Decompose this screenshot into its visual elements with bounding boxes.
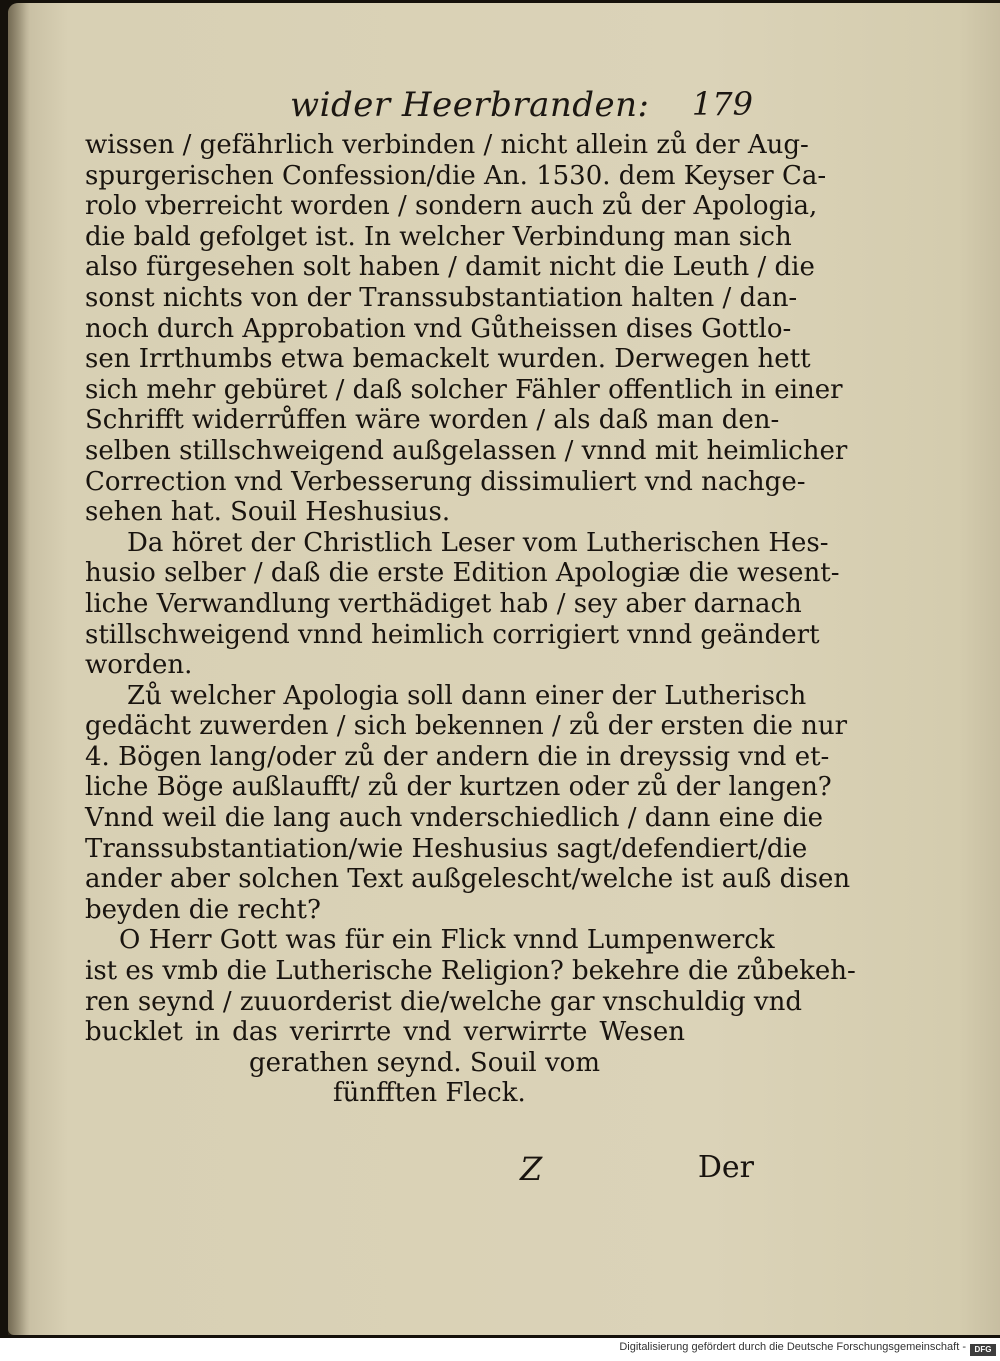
text-line: wissen / gefährlich verbinden / nicht allein zů der Aug- (85, 130, 809, 160)
text-line: gedächt zuwerden / sich bekennen / zů der ersten die nur (85, 711, 848, 742)
digitization-credit (0, 1341, 1000, 1361)
credit-text: Digitalisierung gefördert durch die Deutsche Forschungsgemeinschaft - (619, 1341, 966, 1353)
text-line: gerathen seynd. Souil vom (249, 1047, 600, 1078)
text-line: ander aber solchen Text außgelescht/welche ist auß disen (85, 864, 851, 895)
text-line: die bald gefolget ist. In welcher Verbindung man sich (85, 221, 792, 252)
text-line: sen Irrthumbs etwa bemackelt wurden. Derwegen hett (85, 344, 811, 375)
text-line: sich mehr gebüret / daß solcher Fähler offentlich in einer (85, 374, 843, 405)
text-line: worden. (85, 650, 193, 681)
text-line: fünfften Fleck. (333, 1078, 526, 1109)
text-line: sehen hat. Souil Heshusius. (85, 497, 451, 528)
signature-mark: Z (520, 1150, 543, 1188)
text-line: liche Verwandlung verthädiget hab / sey aber darnach (85, 588, 802, 619)
text-line: sonst nichts von der Transsubstantiation halten / dan- (85, 282, 798, 313)
text-line: ren seynd / zuuorderist die/welche gar vnschuldig vnd (85, 986, 802, 1017)
body-text (85, 130, 856, 1109)
running-title: wider Heerbranden: (290, 85, 650, 125)
text-line: bucklet in das verirrte vnd verwirrte Wesen (85, 1017, 685, 1048)
text-line: noch durch Approbation vnd Gůtheissen dises Gottlo- (85, 313, 792, 344)
paragraph-start-line: O Herr Gott was für ein Flick vnnd Lumpenwerck (119, 925, 775, 956)
text-line: rolo vberreicht worden / sondern auch zů der Apologia, (85, 191, 818, 222)
text-line: ist es vmb die Lutherische Religion? bekehre die zůbekeh- (85, 956, 856, 987)
text-line: selben stillschweigend außgelassen / vnnd mit heimlicher (85, 435, 848, 466)
text-line: 4. Bögen lang/oder zů der andern die in dreyssig vnd et- (85, 741, 830, 772)
paragraph-start-line: Da höret der Christlich Leser vom Lutherischen Hes- (127, 527, 829, 558)
text-line: also fürgesehen solt haben / damit nicht die Leuth / die (85, 252, 815, 283)
dfg-logo: DFG (970, 1344, 996, 1356)
text-line: liche Böge außlaufft/ zů der kurtzen oder zů der langen? (85, 772, 832, 803)
text-line: stillschweigend vnnd heimlich corrigiert vnnd geändert (85, 619, 820, 650)
catchword: Der (697, 1150, 754, 1185)
text-line: Correction vnd Verbesserung dissimuliert vnd nachge- (85, 466, 806, 497)
text-line: Vnnd weil die lang auch vnderschiedlich / dann eine die (85, 803, 824, 834)
text-line: Transsubstantiation/wie Heshusius sagt/defendiert/die (85, 833, 808, 864)
running-header (290, 85, 765, 129)
page-gutter-shadow (8, 3, 30, 1335)
text-line: spurgerischen Confession/die An. 1530. dem Keyser Ca- (85, 160, 827, 191)
text-line: Schrifft widerrůffen wäre worden / als daß man den- (85, 405, 780, 436)
page-number: 179 (691, 85, 753, 123)
paragraph-start-line: Zů welcher Apologia soll dann einer der Lutherisch (127, 680, 807, 711)
text-line: beyden die recht? (85, 894, 321, 925)
text-line: husio selber / daß die erste Edition Apologiæ die wesent- (85, 558, 840, 589)
page-foot (520, 1150, 760, 1190)
